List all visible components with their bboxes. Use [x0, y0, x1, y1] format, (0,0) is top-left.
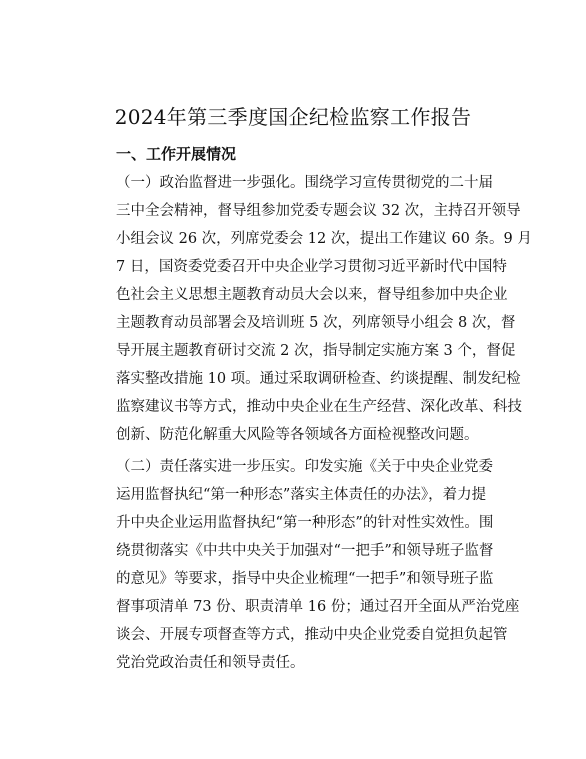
paragraph-line: 的意见》等要求，指导中央企业梳理“一把手”和领导班子监 — [116, 571, 494, 587]
paragraph-line: 7 日，国资委党委召开中央企业学习贯彻习近平新时代中国特 — [116, 259, 507, 275]
paragraph-line: 小组会议 26 次，列席党委会 12 次，提出工作建议 60 条。9 月 — [116, 231, 532, 247]
paragraph-line: （一）政治监督进一步强化。围绕学习宣传贯彻党的二十届 — [116, 175, 493, 191]
paragraph-line: 色社会主义思想主题教育动员大会以来，督导组参加中央企业 — [116, 287, 508, 303]
paragraph-line: 三中全会精神，督导组参加党委专题会议 32 次，主持召开领导 — [116, 203, 521, 219]
document-title: 2024年第三季度国企纪检监察工作报告 — [114, 105, 472, 129]
paragraph-line: 绕贯彻落实《中共中央关于加强对“一把手”和领导班子监督 — [116, 543, 494, 559]
paragraph-line: 创新、防范化解重大风险等各领域各方面检视整改问题。 — [116, 427, 479, 443]
paragraph-line: 落实整改措施 10 项。通过采取调研检查、约谈提醒、制发纪检 — [116, 371, 521, 387]
paragraph-line: 监察建议书等方式，推动中央企业在生产经营、深化改革、科技 — [116, 399, 522, 415]
section-heading: 一、工作开展情况 — [116, 145, 237, 163]
paragraph-line: 党治党政治责任和领导责任。 — [116, 655, 305, 671]
paragraph-line: 运用监督执纪“第一种形态”落实主体责任的办法》，着力提 — [116, 487, 487, 503]
paragraph-line: 督事项清单 73 份、职责清单 16 份；通过召开全面从严治党座 — [116, 599, 520, 615]
paragraph-line: （二）责任落实进一步压实。印发实施《关于中央企业党委 — [116, 459, 493, 475]
paragraph-line: 升中央企业运用监督执纪“第一种形态”的针对性实效性。围 — [116, 515, 494, 531]
paragraph-line: 谈会、开展专项督查等方式，推动中央企业党委自觉担负起管 — [116, 627, 508, 643]
paragraph-line: 导开展主题教育研讨交流 2 次，指导制定实施方案 3 个，督促 — [116, 343, 516, 359]
paragraph-line: 主题教育动员部署会及培训班 5 次，列席领导小组会 8 次，督 — [116, 315, 516, 331]
